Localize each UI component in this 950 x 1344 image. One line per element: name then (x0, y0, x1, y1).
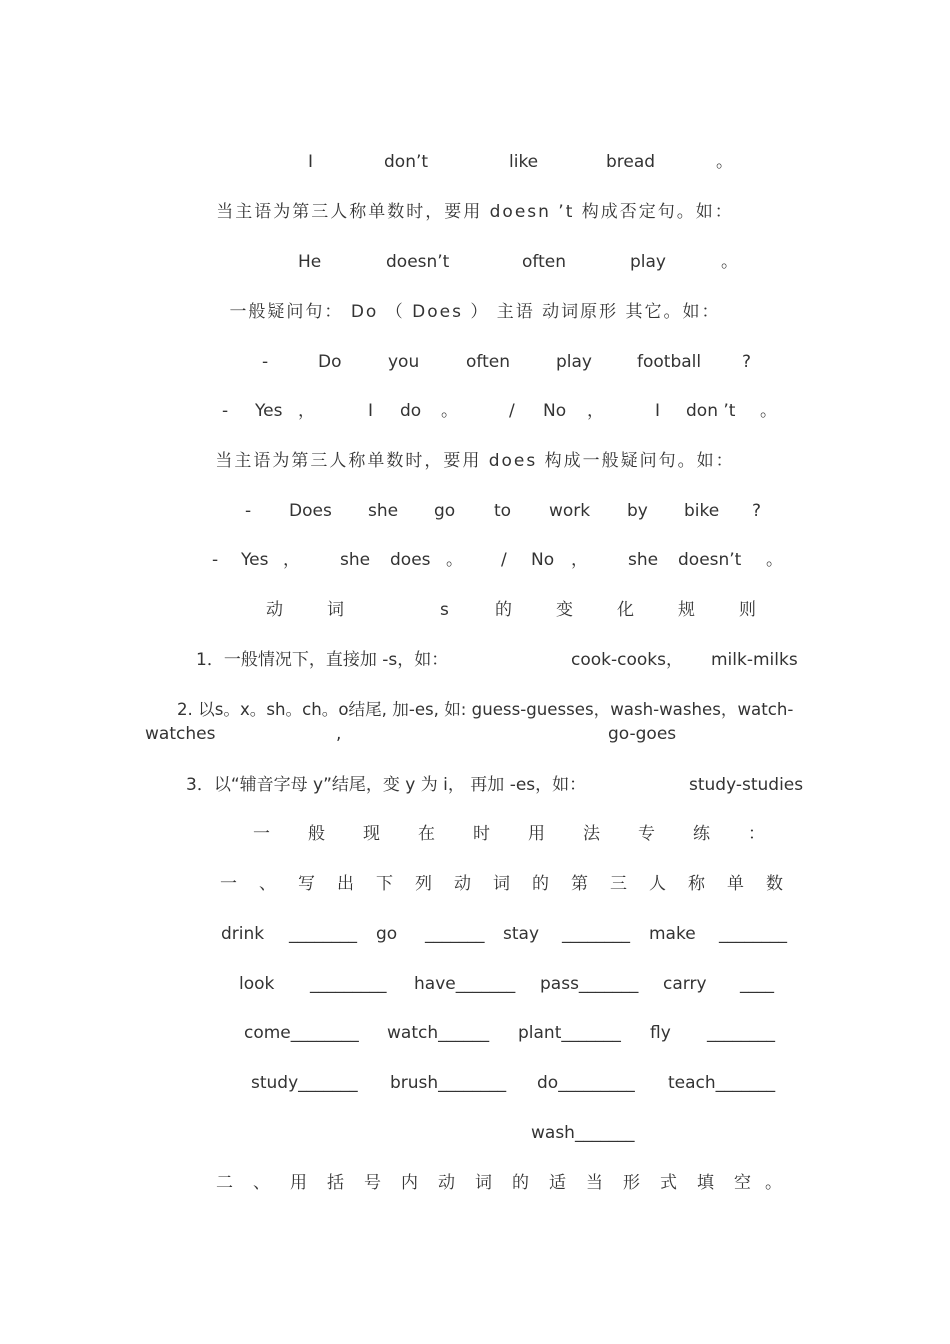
word: I (308, 152, 314, 172)
word: like (509, 152, 539, 172)
word: 出 (337, 874, 354, 894)
word: 词 (475, 1173, 492, 1193)
word: ， (283, 550, 300, 570)
word: 的 (532, 874, 549, 894)
word: 动 (438, 1173, 455, 1193)
word: s (440, 600, 449, 620)
word: Yes (241, 550, 269, 570)
word: - (222, 401, 229, 421)
word: 括 (327, 1173, 344, 1193)
word: she (340, 550, 371, 570)
text-line (0, 448, 950, 474)
word: 内 (401, 1173, 418, 1193)
word: 号 (364, 1173, 381, 1193)
word: 。 (716, 152, 733, 172)
word: 、 (259, 874, 276, 894)
word: 。 (721, 252, 738, 272)
text-line (0, 971, 950, 997)
word: go (434, 501, 456, 521)
word: Yes (255, 401, 283, 421)
word: 化 (617, 600, 634, 620)
word: 。 (766, 550, 783, 570)
word: have_______ (414, 974, 516, 994)
word: 第 (571, 874, 588, 894)
word: 时 (473, 824, 490, 844)
word: don’t (384, 152, 429, 172)
word: carry (663, 974, 707, 994)
word: No (531, 550, 555, 570)
word: 练 (693, 824, 710, 844)
word: you (388, 352, 420, 372)
word: 在 (418, 824, 435, 844)
word: doesn’t (678, 550, 742, 570)
word: 当 (586, 1173, 603, 1193)
word: 则 (739, 600, 756, 620)
word: 用 (290, 1173, 307, 1193)
word: 法 (583, 824, 600, 844)
word: 三 (610, 874, 627, 894)
rule-2-word-go-goes: go-goes (608, 724, 677, 744)
word: _________ (310, 974, 387, 994)
word: do (400, 401, 422, 421)
word: often (522, 252, 566, 272)
word: cook-cooks， (571, 650, 683, 670)
word: 填 (697, 1173, 714, 1193)
word: wash_______ (531, 1123, 635, 1143)
word: football (637, 352, 702, 372)
word: ________ (562, 924, 630, 944)
word: milk-milks (711, 650, 798, 670)
word: work (549, 501, 591, 521)
word: 。 (760, 401, 777, 421)
word: bike (684, 501, 720, 521)
word: 的 (495, 600, 512, 620)
word: 用 (528, 824, 545, 844)
word: 人 (649, 874, 666, 894)
word: often (466, 352, 510, 372)
line-text: 当主语为第三人称单数时，要用 does 构成一般疑问句。如： (215, 451, 735, 471)
word: 规 (678, 600, 695, 620)
word: 下 (376, 874, 393, 894)
word: 变 (556, 600, 573, 620)
word: 般 (308, 824, 325, 844)
word: 动 (454, 874, 471, 894)
word: 的 (512, 1173, 529, 1193)
word: look (239, 974, 275, 994)
word: 形 (623, 1173, 640, 1193)
word: 动 (266, 600, 283, 620)
word: 词 (327, 600, 344, 620)
word: - (212, 550, 219, 570)
text-line (0, 1020, 950, 1046)
word: 。 (441, 401, 458, 421)
word: go (376, 924, 398, 944)
word: ________ (289, 924, 357, 944)
text-line (0, 597, 950, 623)
word: 词 (493, 874, 510, 894)
word: drink (221, 924, 265, 944)
word: ____ (740, 974, 774, 994)
word: study-studies (689, 775, 804, 795)
word: 数 (766, 874, 783, 894)
word: 。 (765, 1173, 782, 1193)
text-line (0, 647, 950, 673)
word: 3．以“辅音字母 y”结尾，变 y 为 i， 再加 -es，如： (186, 775, 587, 795)
text-line (0, 1170, 950, 1196)
word: _______ (425, 924, 485, 944)
word: 专 (638, 824, 655, 844)
word: she (628, 550, 659, 570)
text-line (0, 772, 950, 798)
word: 二 (216, 1173, 233, 1193)
text-line (0, 1120, 950, 1146)
word: to (494, 501, 512, 521)
word: brush________ (390, 1073, 507, 1093)
line-text: 当主语为第三人称单数时，要用 doesn ’t 构成否定句。如： (216, 202, 734, 222)
word: 式 (660, 1173, 677, 1193)
word: teach_______ (668, 1073, 776, 1093)
word: 写 (298, 874, 315, 894)
word: ， (571, 550, 588, 570)
rule-2-paragraph (145, 697, 807, 747)
word: make (649, 924, 696, 944)
word: 列 (415, 874, 432, 894)
word: play (556, 352, 592, 372)
text-line (0, 498, 950, 524)
word: ， (298, 401, 315, 421)
text-line (0, 199, 950, 225)
word: I (655, 401, 661, 421)
rule-2-line-1: 2. 以s。x。sh。ch。o结尾, 加-es, 如: guess-guesses，wash-washes，watch- (177, 700, 794, 719)
word: ， (587, 401, 604, 421)
word: ? (752, 501, 762, 521)
word: stay (503, 924, 540, 944)
word: 。 (446, 550, 463, 570)
rule-2-line-2 (145, 722, 807, 747)
word: plant_______ (518, 1023, 621, 1043)
word: watch______ (387, 1023, 490, 1043)
word: she (368, 501, 399, 521)
text-line (0, 349, 950, 375)
text-line (0, 871, 950, 897)
text-line (0, 249, 950, 275)
text-line (0, 1070, 950, 1096)
text-line (0, 398, 950, 424)
word: don ’t (686, 401, 736, 421)
rule-2-word-watches: watches (145, 724, 216, 744)
word: 一 (220, 874, 237, 894)
word: 称 (688, 874, 705, 894)
word: 1．一般情况下，直接加 -s，如： (196, 650, 449, 670)
rule-2-comma: , (336, 724, 342, 744)
word: He (298, 252, 322, 272)
word: I (368, 401, 374, 421)
word: play (630, 252, 666, 272)
word: pass_______ (540, 974, 639, 994)
word: - (262, 352, 269, 372)
text-line (0, 149, 950, 175)
word: study_______ (251, 1073, 358, 1093)
word: by (627, 501, 648, 521)
word: does (390, 550, 431, 570)
word: / (509, 401, 515, 421)
word: bread (606, 152, 656, 172)
word: do_________ (537, 1073, 635, 1093)
word: 适 (549, 1173, 566, 1193)
word: come________ (244, 1023, 359, 1043)
text-line (0, 299, 950, 325)
word: 空 (734, 1173, 751, 1193)
line-text: 一般疑问句： Do （ Does ） 主语 动词原形 其它。如： (229, 302, 721, 322)
text-line (0, 921, 950, 947)
word: 现 (363, 824, 380, 844)
word: ________ (719, 924, 787, 944)
word: ? (742, 352, 752, 372)
word: Do (318, 352, 342, 372)
word: 单 (727, 874, 744, 894)
text-line (0, 821, 950, 847)
word: Does (289, 501, 332, 521)
word: ________ (707, 1023, 775, 1043)
word: - (245, 501, 252, 521)
text-line (0, 547, 950, 573)
word: doesn’t (386, 252, 450, 272)
word: 一 (253, 824, 270, 844)
word: fly (650, 1023, 671, 1043)
word: No (543, 401, 567, 421)
word: / (501, 550, 507, 570)
word: ： (748, 824, 765, 844)
word: 、 (253, 1173, 270, 1193)
